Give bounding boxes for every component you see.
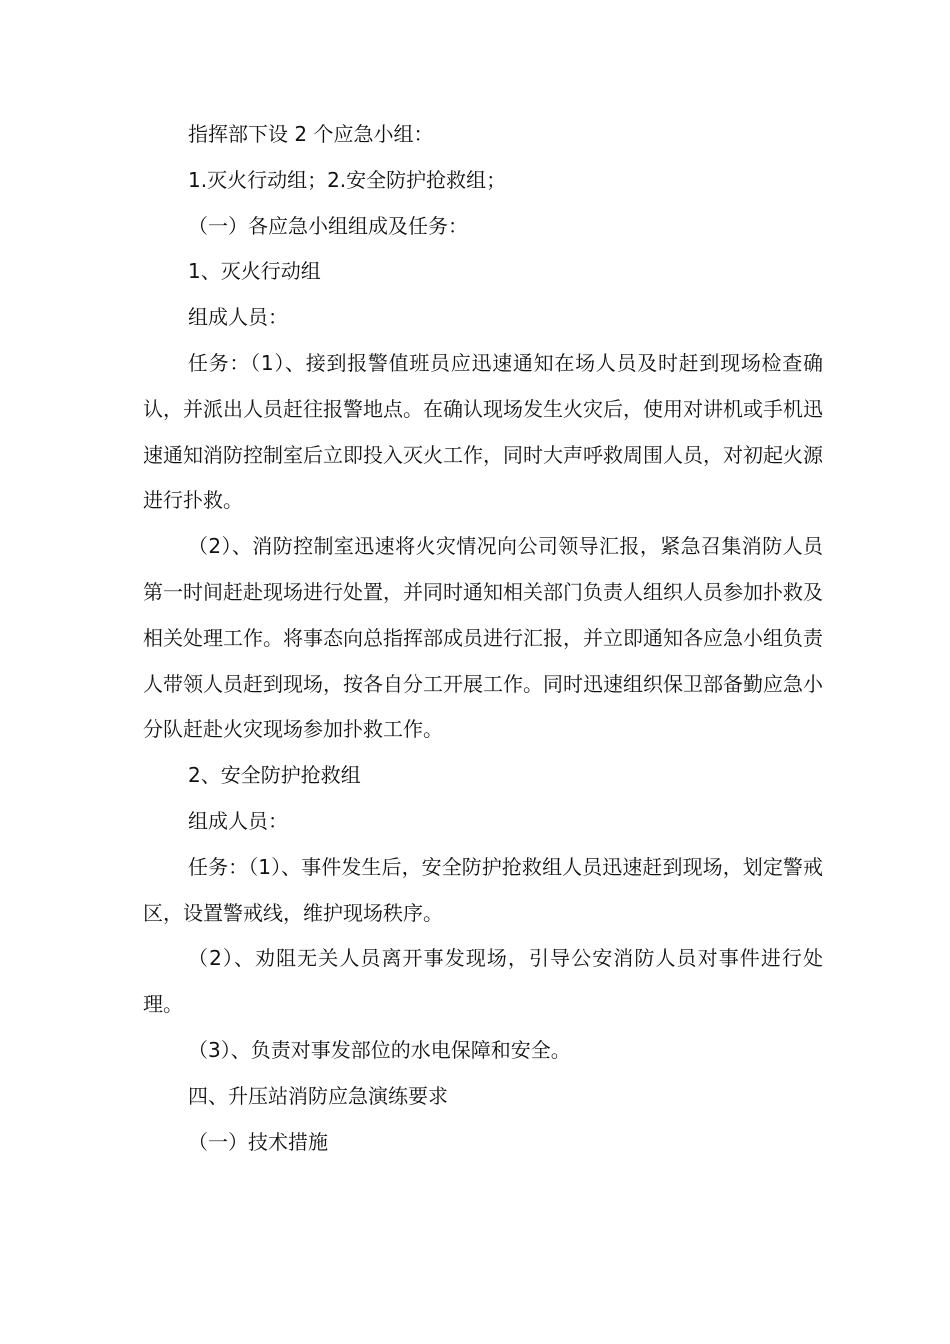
paragraph-safety-group-task-1: 任务：（1）、事件发生后，安全防护抢救组人员迅速赶到现场，划定警戒区，设置警戒线，维护现场秩序。: [143, 854, 823, 925]
paragraph-fire-group-members: 组成人员：: [188, 305, 288, 330]
heading-group-composition: （一）各应急小组组成及任务：: [188, 213, 468, 238]
paragraph-emergency-groups-intro: 指挥部下设 2 个应急小组：: [188, 122, 434, 146]
paragraph-group-list: 1.灭火行动组；2.安全防护抢救组；: [188, 167, 507, 192]
heading-fire-fighting-group: 1、灭火行动组: [188, 259, 321, 284]
heading-drill-requirements: 四、升压站消防应急演练要求: [188, 1083, 448, 1108]
paragraph-fire-group-task-2: （2）、消防控制室迅速将火灾情况向公司领导汇报，紧急召集消防人员第一时间赶赴现场进行处置，并同时通知相关部门负责人组织人员参加扑救及相关处理工作。将事态向总指挥部成员进行汇报，并立即通知各应急小组负责人带领人员赶到现场，按各自分工开展工作。同时迅速组织保卫部备勤应急小分队赶赴火灾现场参加扑救工作。: [143, 534, 823, 742]
paragraph-fire-group-task-1: 任务：（1）、接到报警值班员应迅速通知在场人员及时赶到现场检查确认，并派出人员赶往报警地点。在确认现场发生火灾后，使用对讲机或手机迅速通知消防控制室后立即投入灭火工作，同时大声呼救周围人员，对初起火源进行扑救。: [143, 350, 823, 513]
paragraph-safety-group-task-2: （2）、劝阻无关人员离开事发现场，引导公安消防人员对事件进行处理。: [143, 946, 823, 1017]
heading-technical-measures: （一）技术措施: [188, 1129, 328, 1154]
heading-safety-rescue-group: 2、安全防护抢救组: [188, 763, 361, 788]
document-body: [143, 112, 823, 1165]
paragraph-safety-group-task-3: （3）、负责对事发部位的水电保障和安全。: [188, 1037, 571, 1062]
paragraph-safety-group-members: 组成人员：: [188, 808, 288, 833]
